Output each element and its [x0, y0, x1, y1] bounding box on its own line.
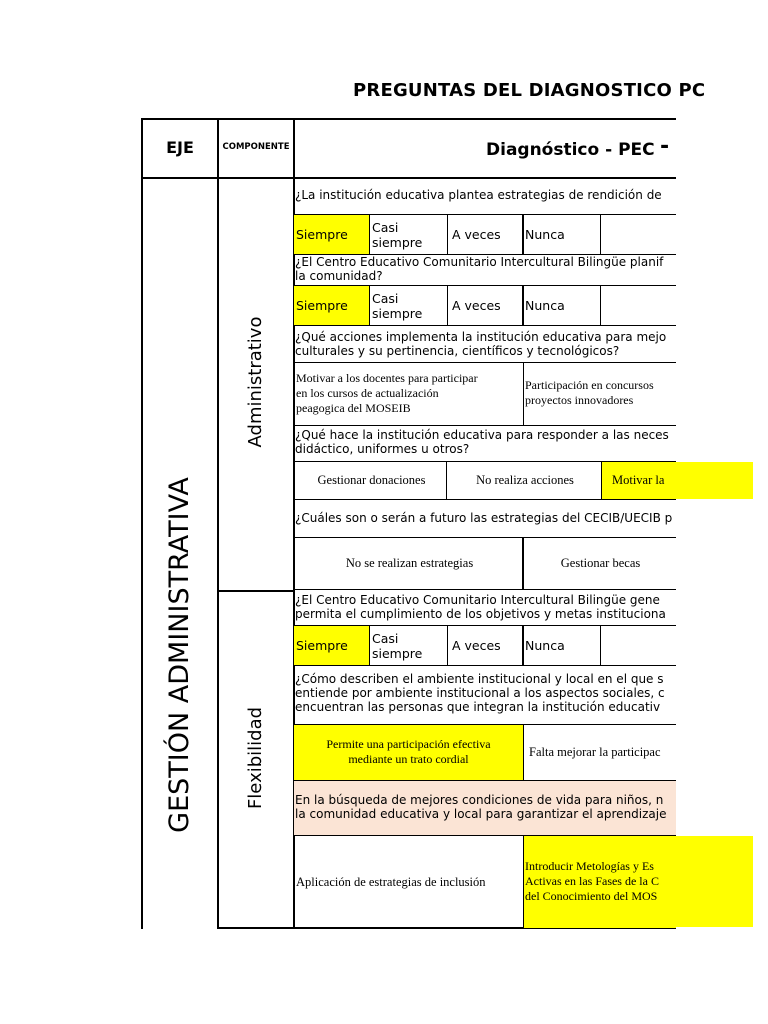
component-administrativo: Administrativo [245, 316, 266, 448]
question-7-line1: ¿Cómo describen el ambiente institucional y local en el que s [295, 672, 664, 686]
option-siempre[interactable]: Siempre [294, 215, 370, 254]
option-casi-line1: Casi [372, 630, 399, 646]
question-5: ¿Cuáles son o serán a futuro las estrategias del CECIB/UECIB p [295, 511, 673, 525]
answer-8-2-line2: Activas en las Fases de la C [525, 874, 659, 888]
answer-4-3[interactable]: Motivar la [602, 462, 676, 499]
option-a-veces[interactable]: A veces [452, 298, 501, 313]
question-1: ¿La institución educativa plantea estrategias de rendición de [295, 188, 662, 202]
answer-5-1[interactable]: No se realizan estrategias [345, 556, 474, 570]
answer-7-1-line1: Permite una participación efectiva [326, 737, 491, 751]
question-6-line1: ¿El Centro Educativo Comunitario Intercultural Bilingüe gene [295, 593, 660, 607]
option-siempre[interactable]: Siempre [294, 626, 370, 665]
question-2-line2: la comunidad? [295, 269, 383, 283]
answer-8-2[interactable] [525, 859, 659, 904]
answer-3-1-line3: peagogica del MOSEIB [296, 401, 411, 415]
answer-7-1[interactable] [294, 737, 523, 767]
option-nunca[interactable]: Nunca [525, 298, 565, 313]
option-a-veces[interactable]: A veces [452, 227, 501, 242]
answer-3-1-line1: Motivar a los docentes para participar [296, 371, 478, 385]
question-7-line2: entiende por ambiente institucional a los aspectos sociales, c [295, 686, 665, 700]
answer-7-2[interactable]: Falta mejorar la participac [529, 745, 661, 759]
option-siempre[interactable]: Siempre [294, 286, 370, 325]
option-nunca[interactable]: Nunca [525, 227, 565, 242]
option-a-veces[interactable]: A veces [452, 638, 501, 653]
option-casi-siempre[interactable] [370, 286, 447, 325]
answer-7-1-line2: mediante un trato cordial [348, 752, 469, 766]
answer-4-1[interactable]: Gestionar donaciones [317, 473, 426, 487]
option-nunca[interactable]: Nunca [525, 638, 565, 653]
option-casi-line2: siempre [372, 234, 423, 250]
option-casi-siempre[interactable] [370, 626, 447, 665]
answer-5-2[interactable]: Gestionar becas [560, 556, 641, 570]
page-title: PREGUNTAS DEL DIAGNOSTICO PC [353, 80, 706, 101]
eje-label: GESTIÓN ADMINISTRATIVA [164, 477, 195, 833]
option-casi-siempre[interactable] [370, 215, 447, 254]
option-casi-line2: siempre [372, 305, 423, 321]
question-8-line2: la comunidad educativa y local para garantizar el aprendizaje [295, 807, 667, 821]
question-7-line3: encuentran las personas que integran la institución educativ [295, 700, 661, 714]
question-2-line1: ¿El Centro Educativo Comunitario Intercultural Bilingüe planif [295, 255, 664, 269]
highlight-overflow [676, 462, 753, 499]
question-3-line2: culturales y su pertinencia, científicos y tecnológicos? [295, 344, 620, 358]
question-4-line2: didáctico, uniformes u otros? [295, 442, 470, 456]
question-6-line2: permita el cumplimiento de los objetivos y metas institucionа [295, 607, 666, 621]
question-3-line1: ¿Qué acciones implementa la institución educativa para mejo [295, 330, 667, 344]
answer-3-2-line2: proyectos innovadores [525, 393, 634, 407]
answer-3-1-line2: en los cursos de actualización [296, 386, 439, 400]
answer-8-2-line1: Introducir Metologías y Es [525, 859, 654, 873]
option-casi-line1: Casi [372, 290, 399, 306]
question-4-line1: ¿Qué hace la institución educativa para responder a las neces [295, 428, 669, 442]
option-casi-line1: Casi [372, 219, 399, 235]
answer-8-2-line3: del Conocimiento del MOS [525, 889, 658, 903]
answer-3-2-line1: Participación en concursos [525, 378, 654, 392]
answer-8-1[interactable]: Aplicación de estrategias de inclusión [296, 874, 486, 889]
header-diagnostico: Diagnóstico - PEC [486, 140, 655, 160]
answer-3-1[interactable] [296, 371, 478, 416]
answer-3-2[interactable] [525, 378, 654, 408]
answer-4-2[interactable]: No realiza acciones [476, 473, 574, 487]
header-eje: EJE [166, 138, 194, 157]
header-componente: COMPONENTE [222, 142, 290, 152]
component-flexibilidad: Flexibilidad [245, 706, 266, 810]
header-dash: - [660, 134, 670, 159]
highlight-overflow-2 [676, 836, 753, 927]
question-8-line1: En la búsqueda de mejores condiciones de vida para niños, n [295, 793, 664, 807]
option-casi-line2: siempre [372, 645, 423, 661]
